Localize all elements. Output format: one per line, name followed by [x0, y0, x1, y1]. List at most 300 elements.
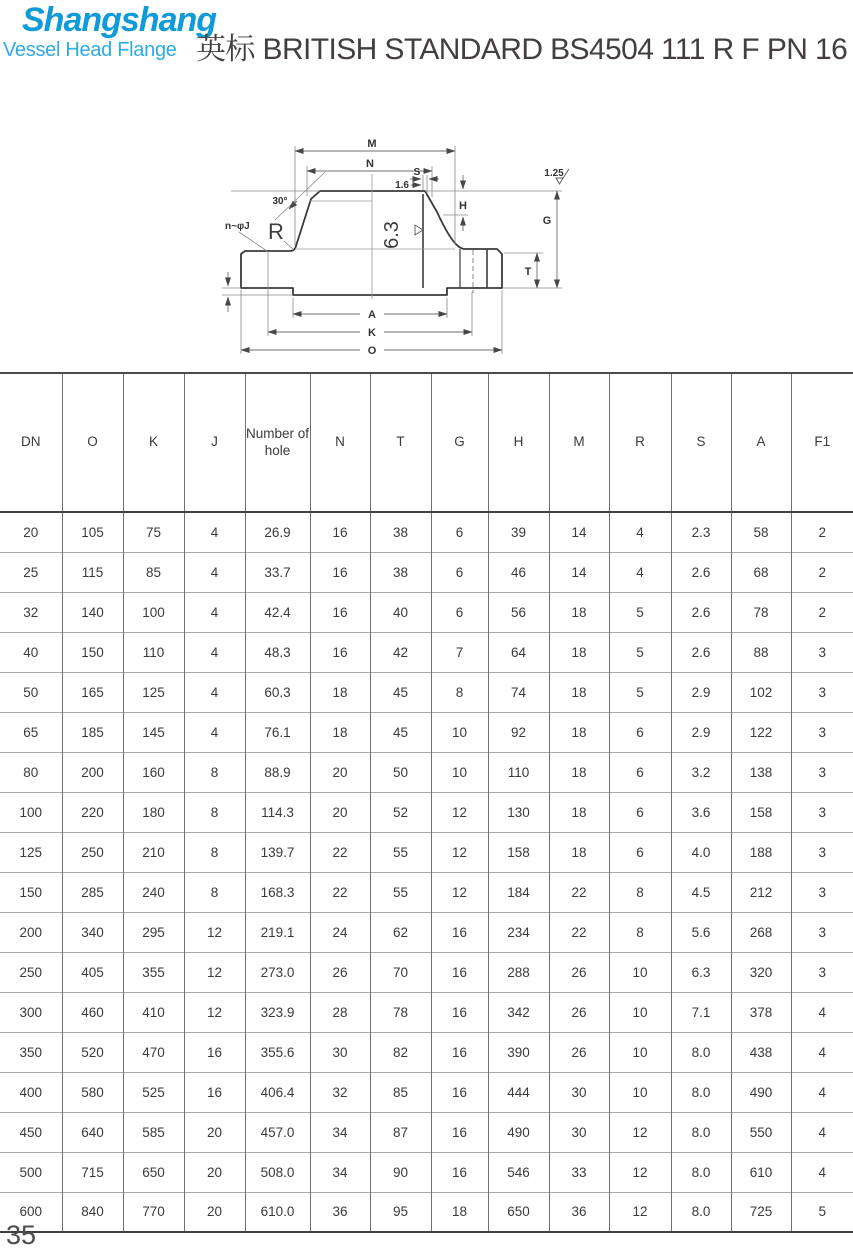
table-cell: 18 [549, 592, 609, 632]
table-cell: 20 [23, 524, 39, 540]
table-cell: 2.6 [671, 592, 731, 632]
table-cell: 22 [549, 912, 609, 952]
table-cell: 5.6 [671, 912, 731, 952]
table-cell: 145 [123, 712, 184, 752]
table-cell: 188 [731, 832, 791, 872]
table-cell: 8 [431, 672, 488, 712]
column-header: Number of hole [245, 373, 310, 512]
table-cell: 650 [488, 1192, 549, 1232]
table-cell: 8.0 [671, 1032, 731, 1072]
table-cell: 87 [370, 1112, 431, 1152]
table-cell: 125 [123, 672, 184, 712]
table-cell: 42.4 [245, 592, 310, 632]
table-cell: 340 [62, 912, 123, 952]
table-cell: 3 [791, 912, 853, 952]
table-row [0, 632, 853, 672]
table-cell: 3 [791, 952, 853, 992]
dim-label-s: S [413, 167, 421, 178]
table-cell: 158 [488, 832, 549, 872]
table-cell: 20 [184, 1152, 245, 1192]
table-cell: 95 [370, 1192, 431, 1232]
column-header: F1 [791, 373, 853, 512]
table-cell: 2.9 [671, 712, 731, 752]
dim-label-h: H [459, 200, 467, 212]
dim-label-g: G [542, 215, 552, 227]
table-cell: 288 [488, 952, 549, 992]
dim-label-bolt-holes: n~φJ [225, 221, 250, 232]
table-cell: 105 [62, 512, 123, 552]
table-cell: 3 [791, 752, 853, 792]
table-cell: 139.7 [245, 832, 310, 872]
table-cell: 25 [0, 552, 62, 592]
table-cell: 4 [184, 512, 245, 552]
table-cell: 138 [731, 752, 791, 792]
table-cell: 100 [0, 792, 62, 832]
table-row [0, 712, 853, 752]
table-cell: 22 [310, 872, 370, 912]
table-row [0, 832, 853, 872]
table-cell: 240 [123, 872, 184, 912]
table-cell: 725 [731, 1192, 791, 1232]
table-cell: 8 [184, 832, 245, 872]
table-cell: 16 [431, 1152, 488, 1192]
table-cell: 20 [310, 752, 370, 792]
table-cell: 16 [431, 912, 488, 952]
table-cell: 285 [62, 872, 123, 912]
table-cell: 10 [609, 952, 671, 992]
table-cell: 34 [310, 1112, 370, 1152]
table-cell: 3 [791, 792, 853, 832]
dim-label-k: K [368, 327, 376, 339]
column-header: H [488, 373, 549, 512]
table-cell: 180 [123, 792, 184, 832]
table-cell: 3 [791, 672, 853, 712]
table-cell: 78 [731, 592, 791, 632]
table-cell: 410 [123, 992, 184, 1032]
table-cell: 18 [549, 632, 609, 672]
table-cell: 12 [184, 952, 245, 992]
table-cell: 16 [431, 952, 488, 992]
table-cell: 40 [370, 592, 431, 632]
table-cell: 130 [488, 792, 549, 832]
column-header: G [431, 373, 488, 512]
table-cell: 26 [549, 952, 609, 992]
table-cell: 125 [0, 832, 62, 872]
table-cell: 30 [549, 1072, 609, 1112]
table-cell: 45 [370, 712, 431, 752]
table-cell: 390 [488, 1032, 549, 1072]
table-cell: 32 [0, 592, 62, 632]
table-cell: 158 [731, 792, 791, 832]
table-cell: 26 [549, 1032, 609, 1072]
table-cell: 16 [184, 1032, 245, 1072]
table-cell: 16 [431, 1032, 488, 1072]
table-cell: 355 [123, 952, 184, 992]
table-cell: 4 [184, 712, 245, 752]
table-cell: 12 [609, 1192, 671, 1232]
table-cell: 5 [609, 672, 671, 712]
table-row [0, 1112, 853, 1152]
dim-label-t: T [524, 266, 532, 278]
table-cell: 32 [310, 1072, 370, 1112]
table-cell: 546 [488, 1152, 549, 1192]
table-cell: 715 [62, 1152, 123, 1192]
table-cell: 168.3 [245, 872, 310, 912]
table-cell: 460 [62, 992, 123, 1032]
table-cell: 33 [549, 1152, 609, 1192]
dim-label-radius: R [268, 219, 284, 244]
table-cell: 490 [731, 1072, 791, 1112]
table-cell: 18 [549, 792, 609, 832]
column-header: O [62, 373, 123, 512]
table-cell: 18 [549, 832, 609, 872]
table-cell: 18 [310, 712, 370, 752]
table-cell: 30 [549, 1112, 609, 1152]
roughness-triangle-icon [415, 225, 423, 235]
dim-label-m: M [367, 138, 377, 150]
table-cell: 100 [123, 592, 184, 632]
table-cell: 610.0 [245, 1192, 310, 1232]
table-cell: 650 [123, 1152, 184, 1192]
table-cell: 2 [791, 592, 853, 632]
logo-brand: Shangshang [22, 1, 217, 39]
table-cell: 4 [791, 992, 853, 1032]
table-cell: 6 [609, 832, 671, 872]
table-cell: 16 [431, 1072, 488, 1112]
table-cell: 355.6 [245, 1032, 310, 1072]
column-header: N [310, 373, 370, 512]
table-cell: 20 [310, 792, 370, 832]
table-row [0, 792, 853, 832]
table-cell: 4 [791, 1072, 853, 1112]
table-cell: 160 [123, 752, 184, 792]
table-cell: 7 [431, 632, 488, 672]
table-cell: 8 [184, 752, 245, 792]
table-cell: 82 [370, 1032, 431, 1072]
table-cell: 3 [791, 832, 853, 872]
column-header: K [123, 373, 184, 512]
table-row [0, 1032, 853, 1072]
table-cell: 3 [791, 632, 853, 672]
table-row [0, 512, 853, 552]
table-row [0, 592, 853, 632]
table-cell: 2.6 [671, 552, 731, 592]
table-cell: 3.6 [671, 792, 731, 832]
table-cell: 8 [184, 792, 245, 832]
table-cell: 5 [791, 1192, 853, 1232]
page-title: 英标 BRITISH STANDARD BS4504 111 R F PN 16 [196, 33, 848, 66]
table-cell: 8.0 [671, 1152, 731, 1192]
table-cell: 62 [370, 912, 431, 952]
page-number: 35 [6, 1220, 37, 1250]
table-cell: 4.5 [671, 872, 731, 912]
table-cell: 64 [488, 632, 549, 672]
table-cell: 4 [184, 672, 245, 712]
table-cell: 55 [370, 872, 431, 912]
table-cell: 20 [184, 1112, 245, 1152]
table-cell: 438 [731, 1032, 791, 1072]
table-row [0, 552, 853, 592]
table-cell: 4.0 [671, 832, 731, 872]
table-cell: 12 [609, 1152, 671, 1192]
table-cell: 33.7 [245, 552, 310, 592]
table-row [0, 952, 853, 992]
table-cell: 600 [0, 1192, 62, 1232]
column-header: DN [0, 373, 62, 512]
table-cell: 4 [184, 632, 245, 672]
table-cell: 4 [609, 552, 671, 592]
table-row [0, 1152, 853, 1192]
flange-drawing [210, 132, 590, 367]
table-cell: 323.9 [245, 992, 310, 1032]
table-cell: 26.9 [245, 512, 310, 552]
table-cell: 350 [0, 1032, 62, 1072]
table-row [0, 872, 853, 912]
table-cell: 58 [731, 512, 791, 552]
table-cell: 212 [731, 872, 791, 912]
table-cell: 16 [310, 592, 370, 632]
table-cell: 6 [431, 512, 488, 552]
table-cell: 48.3 [245, 632, 310, 672]
table-cell: 20 [184, 1192, 245, 1232]
table-cell: 16 [431, 992, 488, 1032]
table-header-row [0, 373, 853, 512]
spec-table [0, 372, 853, 1233]
table-cell: 8.0 [671, 1112, 731, 1152]
table-cell: 200 [0, 912, 62, 952]
table-cell: 92 [488, 712, 549, 752]
table-cell: 10 [609, 1072, 671, 1112]
table-cell: 75 [123, 512, 184, 552]
table-row [0, 672, 853, 712]
table-cell: 4 [791, 1032, 853, 1072]
table-cell: 78 [370, 992, 431, 1032]
table-cell: 585 [123, 1112, 184, 1152]
column-header: S [671, 373, 731, 512]
table-cell: 6 [609, 752, 671, 792]
table-cell: 115 [62, 552, 123, 592]
table-cell: 30 [310, 1032, 370, 1072]
header [0, 0, 853, 70]
bolt-hole-leader [239, 232, 267, 251]
table-cell: 36 [549, 1192, 609, 1232]
table-cell: 10 [609, 1032, 671, 1072]
table-cell: 770 [123, 1192, 184, 1232]
table-cell: 16 [310, 632, 370, 672]
table-cell: 34 [310, 1152, 370, 1192]
table-cell: 610 [731, 1152, 791, 1192]
dim-label-chamfer: 1.6 [395, 180, 409, 191]
table-cell: 400 [0, 1072, 62, 1112]
table-cell: 4 [184, 552, 245, 592]
table-cell: 470 [123, 1032, 184, 1072]
table-cell: 7.1 [671, 992, 731, 1032]
table-cell: 16 [431, 1112, 488, 1152]
table-cell: 70 [370, 952, 431, 992]
table-cell: 12 [431, 832, 488, 872]
table-cell: 8 [609, 912, 671, 952]
table-cell: 16 [310, 512, 370, 552]
table-cell: 8.0 [671, 1192, 731, 1232]
table-cell: 38 [370, 512, 431, 552]
table-cell: 500 [0, 1152, 62, 1192]
table-cell: 200 [62, 752, 123, 792]
table-cell: 14 [549, 512, 609, 552]
dim-label-roughness-face: 6.3 [381, 221, 403, 249]
table-cell: 5 [609, 632, 671, 672]
table-cell: 508.0 [245, 1152, 310, 1192]
table-cell: 110 [488, 752, 549, 792]
table-cell: 110 [123, 632, 184, 672]
table-cell: 2.9 [671, 672, 731, 712]
table-cell: 18 [549, 752, 609, 792]
table-cell: 273.0 [245, 952, 310, 992]
table-cell: 184 [488, 872, 549, 912]
table-cell: 342 [488, 992, 549, 1032]
table-cell: 3 [791, 872, 853, 912]
table-cell: 250 [62, 832, 123, 872]
table-cell: 234 [488, 912, 549, 952]
table-cell: 295 [123, 912, 184, 952]
table-cell: 55 [370, 832, 431, 872]
logo-subtitle: Vessel Head Flange [3, 39, 177, 61]
dim-label-o: O [367, 345, 377, 357]
table-cell: 185 [62, 712, 123, 752]
table-cell: 10 [431, 752, 488, 792]
table-cell: 45 [370, 672, 431, 712]
table-cell: 378 [731, 992, 791, 1032]
table-cell: 18 [310, 672, 370, 712]
table-cell: 2 [791, 512, 853, 552]
table-cell: 4 [184, 592, 245, 632]
table-cell: 26 [549, 992, 609, 1032]
table-cell: 76.1 [245, 712, 310, 752]
table-cell: 840 [62, 1192, 123, 1232]
table-cell: 85 [370, 1072, 431, 1112]
table-cell: 2.3 [671, 512, 731, 552]
dim-label-angle: 30° [272, 196, 288, 207]
table-cell: 18 [549, 672, 609, 712]
dim-label-a: A [368, 309, 376, 321]
table-cell: 8 [184, 872, 245, 912]
table-cell: 8.0 [671, 1072, 731, 1112]
table-cell: 50 [370, 752, 431, 792]
table-row [0, 992, 853, 1032]
table-cell: 88 [731, 632, 791, 672]
table-cell: 122 [731, 712, 791, 752]
table-cell: 80 [0, 752, 62, 792]
column-header: M [549, 373, 609, 512]
extension-lines [222, 146, 562, 354]
table-cell: 165 [62, 672, 123, 712]
table-cell: 520 [62, 1032, 123, 1072]
table-row [0, 1072, 853, 1112]
table-cell: 140 [62, 592, 123, 632]
table-cell: 16 [184, 1072, 245, 1112]
table-cell: 65 [0, 712, 62, 752]
table-cell: 14 [549, 552, 609, 592]
table-cell: 16 [310, 552, 370, 592]
table-cell: 22 [310, 832, 370, 872]
table-cell: 40 [0, 632, 62, 672]
table-cell: 60.3 [245, 672, 310, 712]
table-cell: 250 [0, 952, 62, 992]
table-cell: 405 [62, 952, 123, 992]
table-cell: 12 [609, 1112, 671, 1152]
table-cell: 220 [62, 792, 123, 832]
column-header: R [609, 373, 671, 512]
table-cell: 2.6 [671, 632, 731, 672]
table-body [0, 512, 853, 1232]
table-cell: 36 [310, 1192, 370, 1232]
column-header: A [731, 373, 791, 512]
table-cell: 6 [609, 792, 671, 832]
table-cell: 18 [431, 1192, 488, 1232]
table-cell: 10 [431, 712, 488, 752]
table-cell: 24 [310, 912, 370, 952]
table-cell: 12 [184, 912, 245, 952]
table-cell: 10 [609, 992, 671, 1032]
table-cell: 114.3 [245, 792, 310, 832]
table-cell: 12 [184, 992, 245, 1032]
table-cell: 102 [731, 672, 791, 712]
table-cell: 6 [431, 552, 488, 592]
table-cell: 2 [791, 552, 853, 592]
table-row [0, 752, 853, 792]
table-row [0, 912, 853, 952]
column-header: J [184, 373, 245, 512]
table-cell: 640 [62, 1112, 123, 1152]
table-cell: 320 [731, 952, 791, 992]
table-cell: 525 [123, 1072, 184, 1112]
table-cell: 4 [791, 1112, 853, 1152]
table-cell: 268 [731, 912, 791, 952]
table-cell: 26 [310, 952, 370, 992]
table-cell: 12 [431, 872, 488, 912]
table-cell: 28 [310, 992, 370, 1032]
table-cell: 5 [609, 592, 671, 632]
dim-label-roughness-top: 1.25 [544, 168, 564, 179]
table-cell: 39 [488, 512, 549, 552]
table-cell: 85 [123, 552, 184, 592]
table-cell: 22 [549, 872, 609, 912]
table-cell: 150 [62, 632, 123, 672]
table-row [0, 1192, 853, 1232]
table-cell: 450 [0, 1112, 62, 1152]
table-cell: 8 [609, 872, 671, 912]
table-cell: 74 [488, 672, 549, 712]
table-cell: 56 [488, 592, 549, 632]
table-cell: 444 [488, 1072, 549, 1112]
table-cell: 4 [609, 512, 671, 552]
table-cell: 46 [488, 552, 549, 592]
table-cell: 6 [431, 592, 488, 632]
table-cell: 90 [370, 1152, 431, 1192]
table-cell: 52 [370, 792, 431, 832]
table-cell: 580 [62, 1072, 123, 1112]
table-cell: 490 [488, 1112, 549, 1152]
table-cell: 42 [370, 632, 431, 672]
table-cell: 3.2 [671, 752, 731, 792]
dim-label-n: N [366, 158, 374, 170]
table-cell: 38 [370, 552, 431, 592]
table-cell: 550 [731, 1112, 791, 1152]
table-cell: 6.3 [671, 952, 731, 992]
table-cell: 6 [609, 712, 671, 752]
table-cell: 88.9 [245, 752, 310, 792]
table-cell: 68 [731, 552, 791, 592]
table-cell: 219.1 [245, 912, 310, 952]
